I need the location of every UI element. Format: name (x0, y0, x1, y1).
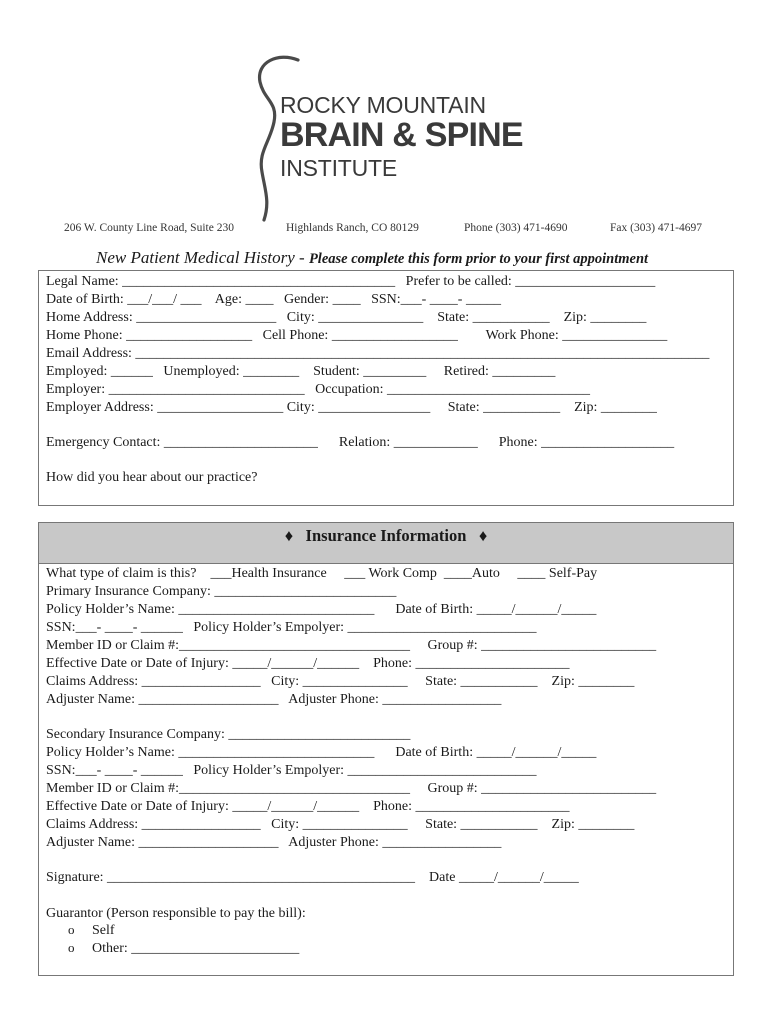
insurance-title (39, 523, 733, 563)
secondary-adjuster-line[interactable]: Adjuster Name: ____________________ Adjuster Phone: _________________ (46, 835, 502, 850)
secondary-member-id-line[interactable]: Member ID or Claim #:_________________________________ Group #: _________________________ (46, 781, 657, 796)
employment-status-line[interactable]: Employed: ______ Unemployed: ________ Student: _________ Retired: _________ (46, 364, 556, 379)
primary-insurance-line[interactable]: Primary Insurance Company: __________________________ (46, 584, 397, 599)
referral-question[interactable]: How did you hear about our practice? (46, 470, 258, 485)
guarantor-option-other[interactable]: Other: ________________________ (92, 941, 300, 956)
email-line[interactable]: Email Address: __________________________________________________________________________________ (46, 346, 710, 361)
institute-logo (248, 52, 548, 222)
address-fax: Fax (303) 471-4697 (610, 222, 702, 234)
secondary-effective-date-line[interactable]: Effective Date or Date of Injury: _____/______/______ Phone: ______________________ (46, 799, 570, 814)
bullet-other-icon: o (68, 940, 75, 955)
secondary-ssn-line[interactable]: SSN:___- ____- ______ Policy Holder’s Empolyer: ___________________________ (46, 763, 537, 778)
primary-policy-holder-line[interactable]: Policy Holder’s Name: ____________________________ Date of Birth: _____/______/_____ (46, 602, 597, 617)
primary-effective-date-line[interactable]: Effective Date or Date of Injury: _____/______/______ Phone: ______________________ (46, 656, 570, 671)
employer-address-line[interactable]: Employer Address: __________________ City: ________________ State: ___________ Zip: ________ (46, 400, 657, 415)
guarantor-option-self[interactable]: Self (92, 923, 115, 938)
secondary-insurance-line[interactable]: Secondary Insurance Company: __________________________ (46, 727, 411, 742)
form-heading (96, 248, 648, 268)
primary-claims-address-line[interactable]: Claims Address: _________________ City: _______________ State: ___________ Zip: ________ (46, 674, 635, 689)
emergency-contact-line[interactable]: Emergency Contact: ______________________ Relation: ____________ Phone: ___________________ (46, 435, 675, 450)
form-instruction: Please complete this form prior to your first appointment (308, 251, 649, 267)
address-city: Highlands Ranch, CO 80129 (286, 222, 419, 234)
logo-line-1: ROCKY MOUNTAIN (280, 92, 486, 118)
logo-line-3: INSTITUTE (280, 155, 398, 181)
legal-name-line[interactable]: Legal Name: _______________________________________ Prefer to be called: ____________________ (46, 274, 656, 289)
address-phone: Phone (303) 471-4690 (464, 222, 568, 234)
guarantor-label: Guarantor (Person responsible to pay the bill): (46, 906, 306, 921)
claim-type-line[interactable]: What type of claim is this? ___Health Insurance ___ Work Comp ____Auto ____ Self-Pay (46, 566, 598, 581)
address-street: 206 W. County Line Road, Suite 230 (64, 222, 234, 234)
insurance-title-text: Insurance Information (305, 526, 467, 545)
phone-line[interactable]: Home Phone: __________________ Cell Phone: __________________ Work Phone: _______________ (46, 328, 668, 343)
form-title: New Patient Medical History - (96, 248, 309, 267)
dob-line[interactable]: Date of Birth: ___/___/ ___ Age: ____ Gender: ____ SSN:___- ____- _____ (46, 292, 501, 307)
signature-line[interactable]: Signature: ____________________________________________ Date _____/______/_____ (46, 870, 579, 885)
diamond-right-icon: ♦ (478, 526, 488, 545)
home-address-line[interactable]: Home Address: ____________________ City: _______________ State: ___________ Zip: ________ (46, 310, 647, 325)
primary-adjuster-line[interactable]: Adjuster Name: ____________________ Adjuster Phone: _________________ (46, 692, 502, 707)
bullet-self-icon: o (68, 922, 75, 937)
primary-ssn-line[interactable]: SSN:___- ____- ______ Policy Holder’s Empolyer: ___________________________ (46, 620, 537, 635)
employer-line[interactable]: Employer: ____________________________ Occupation: _____________________________ (46, 382, 591, 397)
secondary-claims-address-line[interactable]: Claims Address: _________________ City: _______________ State: ___________ Zip: ________ (46, 817, 635, 832)
primary-member-id-line[interactable]: Member ID or Claim #:_________________________________ Group #: _________________________ (46, 638, 657, 653)
logo-line-2: BRAIN & SPINE (280, 116, 523, 154)
secondary-policy-holder-line[interactable]: Policy Holder’s Name: ____________________________ Date of Birth: _____/______/_____ (46, 745, 597, 760)
diamond-left-icon: ♦ (284, 526, 294, 545)
